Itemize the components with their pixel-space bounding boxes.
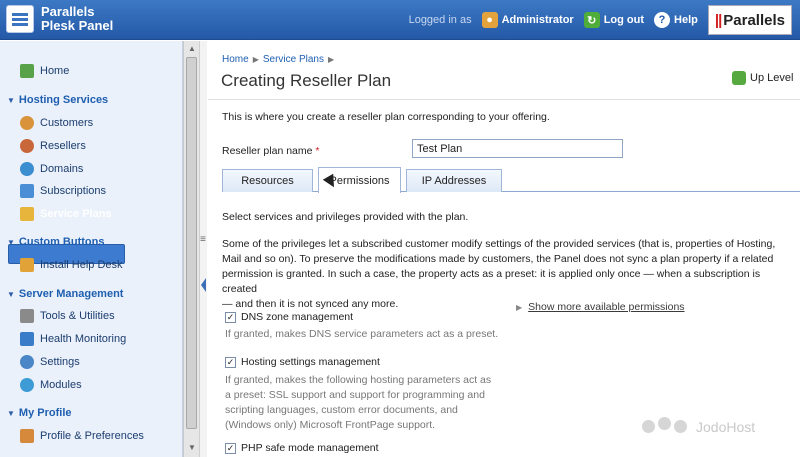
sidebar-item-domains[interactable] (20, 158, 83, 179)
dns-zone-checkbox[interactable]: ✓ (226, 311, 235, 322)
help-label: Help (674, 14, 698, 26)
logout-link[interactable] (584, 12, 644, 28)
permissions-description (222, 237, 782, 312)
logout-icon: ↻ (584, 12, 600, 28)
permission-label: DNS zone management (241, 311, 354, 323)
hosting-settings-checkbox[interactable]: ✓ (226, 356, 235, 367)
sidebar-item-tools-utilities[interactable] (20, 305, 115, 326)
sidebar-group-server-management[interactable] (7, 288, 123, 300)
permission-desc-line: If granted, makes DNS service parameters act as a preset. (225, 328, 499, 340)
description-line: — and then it is not synced any more. (222, 298, 399, 310)
sidebar-item-label: Install Help Desk (40, 258, 123, 271)
splitter-grip-icon[interactable]: ≡ (200, 234, 206, 245)
php-safe-mode-checkbox[interactable]: ✓ (226, 442, 235, 453)
sidebar-scrollbar[interactable] (183, 41, 199, 457)
sidebar-item-label: Subscriptions (40, 184, 107, 197)
domains-icon (20, 162, 34, 176)
sidebar-item-modules[interactable] (20, 374, 82, 395)
tab-ip-addresses[interactable]: IP Addresses (406, 169, 502, 192)
sidebar-item-customers[interactable] (20, 112, 93, 133)
up-level-icon (732, 71, 746, 85)
breadcrumb (222, 54, 338, 65)
help-icon: ? (654, 12, 670, 28)
show-more-label: Show more available permissions (528, 301, 685, 313)
permission-label: Hosting settings management (241, 356, 380, 368)
breadcrumb-service-plans[interactable]: Service Plans (262, 54, 324, 65)
page-title: Creating Reseller Plan (221, 71, 392, 90)
watermark-text: JodoHost (696, 419, 756, 435)
sidebar-item-profile-preferences[interactable] (20, 425, 144, 446)
scroll-up-arrow-icon[interactable]: ▲ (188, 44, 196, 53)
permission-desc-line: If granted, makes the following hosting parameters act as (225, 374, 492, 386)
tab-permissions[interactable]: Permissions (318, 167, 401, 193)
select-services-text: Select services and privileges provided with the plan. (222, 211, 469, 223)
up-level-link[interactable] (732, 71, 793, 85)
sidebar-group-label: Server Management (18, 288, 124, 300)
title-divider (208, 99, 800, 100)
collapse-sidebar-icon[interactable] (201, 278, 206, 292)
breadcrumb-home[interactable]: Home (222, 54, 249, 65)
home-icon (20, 64, 34, 78)
up-level-label: Up Level (750, 72, 794, 84)
permission-dns-zone-management[interactable] (225, 311, 353, 323)
sidebar-item-label: Domains (40, 162, 84, 175)
chevron-down-icon: ▼ (7, 408, 15, 418)
health-monitoring-icon (20, 332, 34, 346)
permission-label: PHP safe mode management (241, 442, 379, 454)
plesk-logo-icon (6, 5, 34, 33)
main-content (208, 41, 800, 457)
breadcrumb-separator-icon: ▶ (327, 55, 335, 64)
scroll-down-arrow-icon[interactable]: ▼ (188, 443, 196, 452)
tab-resources[interactable]: Resources (222, 169, 313, 192)
sidebar-item-label: Profile & Preferences (40, 429, 144, 442)
chevron-down-icon: ▼ (7, 95, 15, 105)
administrator-label: Administrator (501, 14, 574, 26)
intro-text: This is where you create a reseller plan corresponding to your offering. (222, 111, 550, 123)
sidebar-group-label: My Profile (18, 407, 72, 419)
administrator-link[interactable] (482, 12, 574, 28)
app-name-line1: Parallels (41, 4, 95, 19)
parallels-brand-logo[interactable] (708, 5, 792, 35)
app-name (41, 5, 113, 33)
sidebar-item-home[interactable] (20, 60, 69, 81)
sidebar-item-install-help-desk[interactable] (20, 254, 123, 275)
plan-name-input[interactable] (412, 139, 623, 158)
sidebar-group-label: Hosting Services (18, 94, 109, 106)
help-link[interactable] (654, 12, 698, 28)
plan-tabs (222, 167, 800, 192)
show-more-permissions-link[interactable] (516, 301, 685, 313)
sidebar-item-label: Resellers (40, 139, 86, 152)
scrollbar-thumb[interactable] (186, 57, 197, 429)
user-icon: ● (482, 12, 498, 28)
sidebar-group-hosting-services[interactable] (7, 94, 108, 106)
people-icon (640, 415, 690, 439)
sidebar-group-label: Custom Buttons (18, 236, 105, 248)
permission-description (225, 373, 491, 433)
service-plans-icon (20, 207, 34, 221)
modules-icon (20, 378, 34, 392)
top-header (0, 0, 800, 40)
customers-icon (20, 116, 34, 130)
tools-icon (20, 309, 34, 323)
breadcrumb-separator-icon: ▶ (252, 55, 259, 64)
parallels-bars-icon: || (714, 11, 722, 29)
permission-desc-line: a preset: SSL support and support for programming and (225, 389, 485, 401)
chevron-down-icon: ▼ (7, 289, 15, 299)
sidebar-item-subscriptions[interactable] (20, 180, 106, 201)
sidebar-item-label: Service Plans (40, 207, 112, 220)
sidebar-item-label: Modules (40, 378, 82, 391)
help-desk-icon (20, 258, 34, 272)
permission-hosting-settings-management[interactable] (225, 356, 380, 368)
sidebar-group-custom-buttons[interactable] (7, 236, 104, 248)
sidebar-item-resellers[interactable] (20, 135, 86, 156)
permission-desc-line: (Windows only) Microsoft FrontPage support. (225, 419, 436, 431)
description-line: Mail and so on). To preserve the modifications made by customers, the Panel does not sync a plan property if a related (222, 253, 774, 265)
sidebar-item-label: Home (40, 64, 70, 77)
logged-in-as-label: Logged in as (408, 14, 472, 26)
logout-label: Log out (603, 14, 645, 26)
chevron-down-icon: ▼ (7, 237, 15, 247)
sidebar-item-health-monitoring[interactable] (20, 328, 126, 349)
parallels-brand-text: Parallels (723, 11, 785, 29)
plesk-logo[interactable] (6, 5, 113, 33)
sidebar-item-settings[interactable] (20, 351, 80, 372)
description-line: permission is granted. In such a case, the property acts as a preset: it is applied only once — when a subscription is created (222, 268, 761, 295)
jodohost-watermark (640, 415, 755, 439)
sidebar-item-label: Health Monitoring (40, 332, 127, 345)
permission-desc-line: scripting languages, custom error documents, and (225, 404, 458, 416)
resellers-icon (20, 139, 34, 153)
sidebar-item-label: Tools & Utilities (40, 309, 115, 322)
plan-name-label-text: Reseller plan name (222, 145, 313, 157)
settings-icon (20, 355, 34, 369)
profile-icon (20, 429, 34, 443)
subscriptions-icon (20, 184, 34, 198)
plan-name-label (222, 145, 319, 157)
sidebar-group-my-profile[interactable] (7, 407, 72, 419)
expand-arrow-icon: ▶ (516, 302, 523, 312)
sidebar-item-label: Settings (40, 355, 80, 368)
sidebar-splitter[interactable] (199, 41, 207, 457)
app-name-line2: Plesk Panel (41, 18, 114, 33)
description-line: Some of the privileges let a subscribed customer modify settings of the provided services (that is, properties of Hosting, (222, 238, 776, 250)
sidebar-item-label: Customers (40, 116, 94, 129)
permission-description (225, 327, 498, 342)
navigation-sidebar (0, 41, 183, 457)
sidebar-item-service-plans[interactable] (20, 203, 112, 224)
required-marker: * (315, 145, 320, 157)
permission-php-safe-mode-management[interactable] (225, 442, 379, 454)
